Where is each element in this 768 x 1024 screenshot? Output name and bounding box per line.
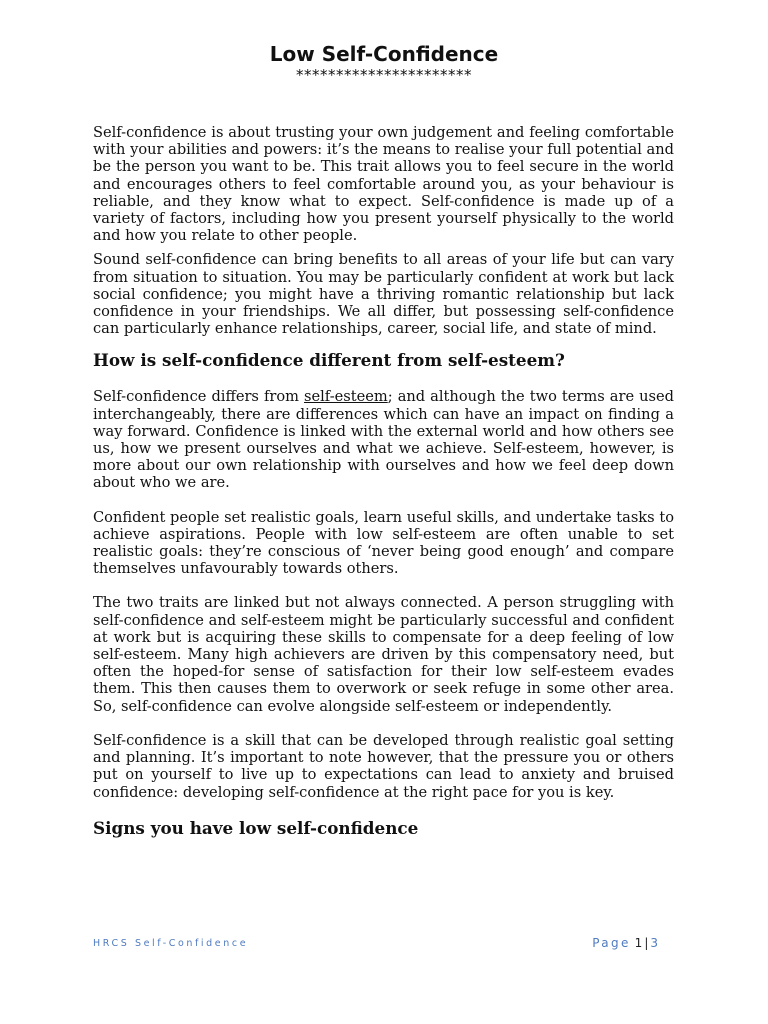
document-title: Low Self-Confidence	[269, 42, 499, 66]
paragraph-intro: Self-confidence is about trusting your own judgement and feeling comfortable with your abilities and powers: it’s the means to realise your full potential and be the person you want to be. This trait allows you to feel secure in the world and encourages others to feel comfortable around you, as your behaviour is reliable, and they know what to expect. Self-confidence is made up of a variety of factors, including how you present yourself physically to the world and how you relate to other people.	[93, 124, 674, 245]
paragraph-two-traits: The two traits are linked but not always connected. A person struggling with self-confidence and self-esteem might be particularly successful and confident at work but is acquiring these skills to compensate for a deep feeling of low self-esteem. Many high achievers are driven by this compensatory need, but often the hoped-for sense of satisfaction for their low self-esteem evades them. This then causes them to overwork or seek refuge in some other area. So, self-confidence can evolve alongside self-esteem or independently.	[93, 594, 674, 715]
paragraph-benefits: Sound self-confidence can bring benefits to all areas of your life but can vary from situation to situation. You may be particularly confident at work but lack social confidence; you might have a thriving romantic relationship but lack confidence in your friendships. We all differ, but possessing self-confidence can particularly enhance relationships, career, social life, and state of mind.	[93, 251, 674, 338]
paragraph-differs-rest: ; and although the two terms are used interchangeably, there are differences which can have an impact on finding a way forward. Confidence is linked with the external world and how others see us, how we present ourselves and what we achieve. Self-esteem, however, is more about our own relationship with ourselves and how we feel deep down about who we are.	[93, 388, 674, 492]
document-body	[93, 124, 674, 856]
footer-page-number	[592, 936, 658, 950]
section-heading-signs: Signs you have low self-confidence	[93, 817, 419, 838]
footer-current-page: 1	[634, 936, 643, 950]
paragraph-confident-people: Confident people set realistic goals, learn useful skills, and undertake tasks to achieve aspirations. People with low self-esteem are often unable to set realistic goals: they’re conscious of ‘never being good enough’ and compare themselves unfavourably towards others.	[93, 508, 674, 578]
footer-separator: |	[644, 936, 649, 950]
self-esteem-link[interactable]: self-esteem	[304, 388, 388, 406]
footer-total-pages: 3	[650, 936, 658, 950]
footer-page-label: Page	[592, 936, 631, 950]
title-divider-stars: **********************	[296, 66, 472, 84]
footer-document-name: HRCS Self-Confidence	[93, 938, 249, 949]
paragraph-differs-lead: Self-confidence differs from	[93, 388, 305, 406]
section-heading-difference: How is self-confidence different from self-esteem?	[93, 350, 565, 371]
paragraph-differs	[93, 388, 674, 491]
paragraph-skill: Self-confidence is a skill that can be developed through realistic goal setting and planning. It’s important to note however, that the pressure you or others put on yourself to live up to expectations can lead to anxiety and bruised confidence: developing self-confidence at the right pace for you is key.	[93, 731, 674, 801]
